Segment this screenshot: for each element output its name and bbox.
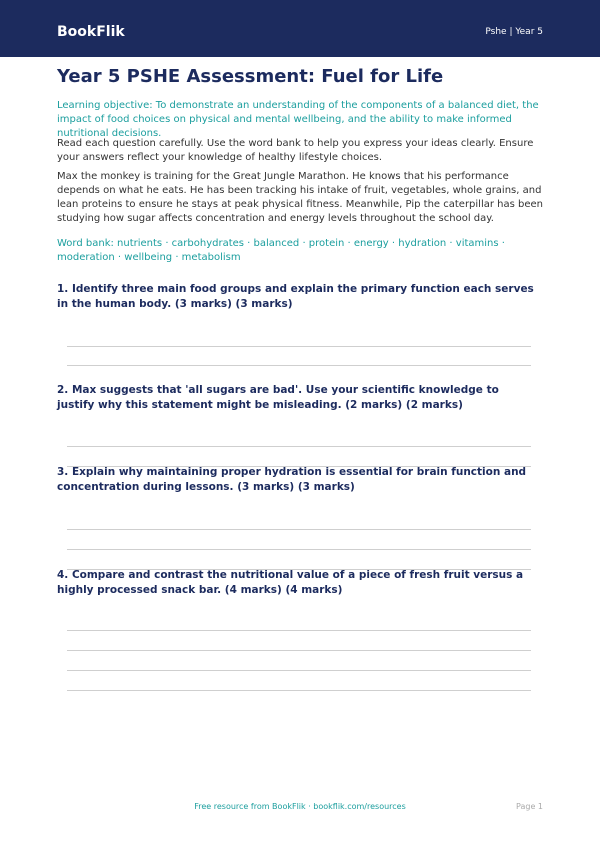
answer-line[interactable] [67,630,531,631]
header-meta: Pshe | Year 5 [485,27,543,37]
answer-line[interactable] [67,365,531,366]
instructions-text: Read each question carefully. Use the word bank to help you express your ideas clearly. Ensure your answers reflect your knowledge of healthy lifestyle choices. [57,138,534,163]
footer-text[interactable]: Free resource from BookFlik · bookflik.com/resources [194,802,406,811]
answer-line[interactable] [67,346,531,347]
story-text: Max the monkey is training for the Great Jungle Marathon. He knows that his performance depends on what he eats. He has been tracking his intake of fruit, vegetables, whole grains, and lean proteins to ensure he stays at peak physical fitness. Meanwhile, Pip the caterpillar has been studying how sugar affects concentration and energy levels throughout the school day. [57,171,544,224]
question-3: 3. Explain why maintaining proper hydration is essential for brain function and concentration during lessons. (3 marks) (3 marks) [57,466,527,493]
question-2: 2. Max suggests that 'all sugars are bad'. Use your scientific knowledge to justify why this statement might be misleading. (2 marks) (2 marks) [57,384,499,411]
page-number: Page 1 [516,802,543,811]
header-bar [0,0,600,57]
learning-objective: Learning objective: To demonstrate an understanding of the components of a balanced diet, the impact of food choices on physical and mental wellbeing, and the ability to make informed nutritional decisions. [57,100,539,139]
answer-line[interactable] [67,446,531,447]
brand-logo[interactable]: BookFlik [57,24,125,40]
page-title: Year 5 PSHE Assessment: Fuel for Life [57,66,444,87]
answer-line[interactable] [67,529,531,530]
question-1: 1. Identify three main food groups and explain the primary function each serves in the human body. (3 marks) (3 marks) [57,283,534,310]
answer-line[interactable] [67,690,531,691]
answer-line[interactable] [67,549,531,550]
answer-line[interactable] [67,650,531,651]
word-bank: Word bank: nutrients · carbohydrates · balanced · protein · energy · hydration · vitamins · moderation · wellbeing · metabolism [57,238,505,263]
answer-line[interactable] [67,670,531,671]
question-4: 4. Compare and contrast the nutritional value of a piece of fresh fruit versus a highly processed snack bar. (4 marks) (4 marks) [57,569,524,596]
